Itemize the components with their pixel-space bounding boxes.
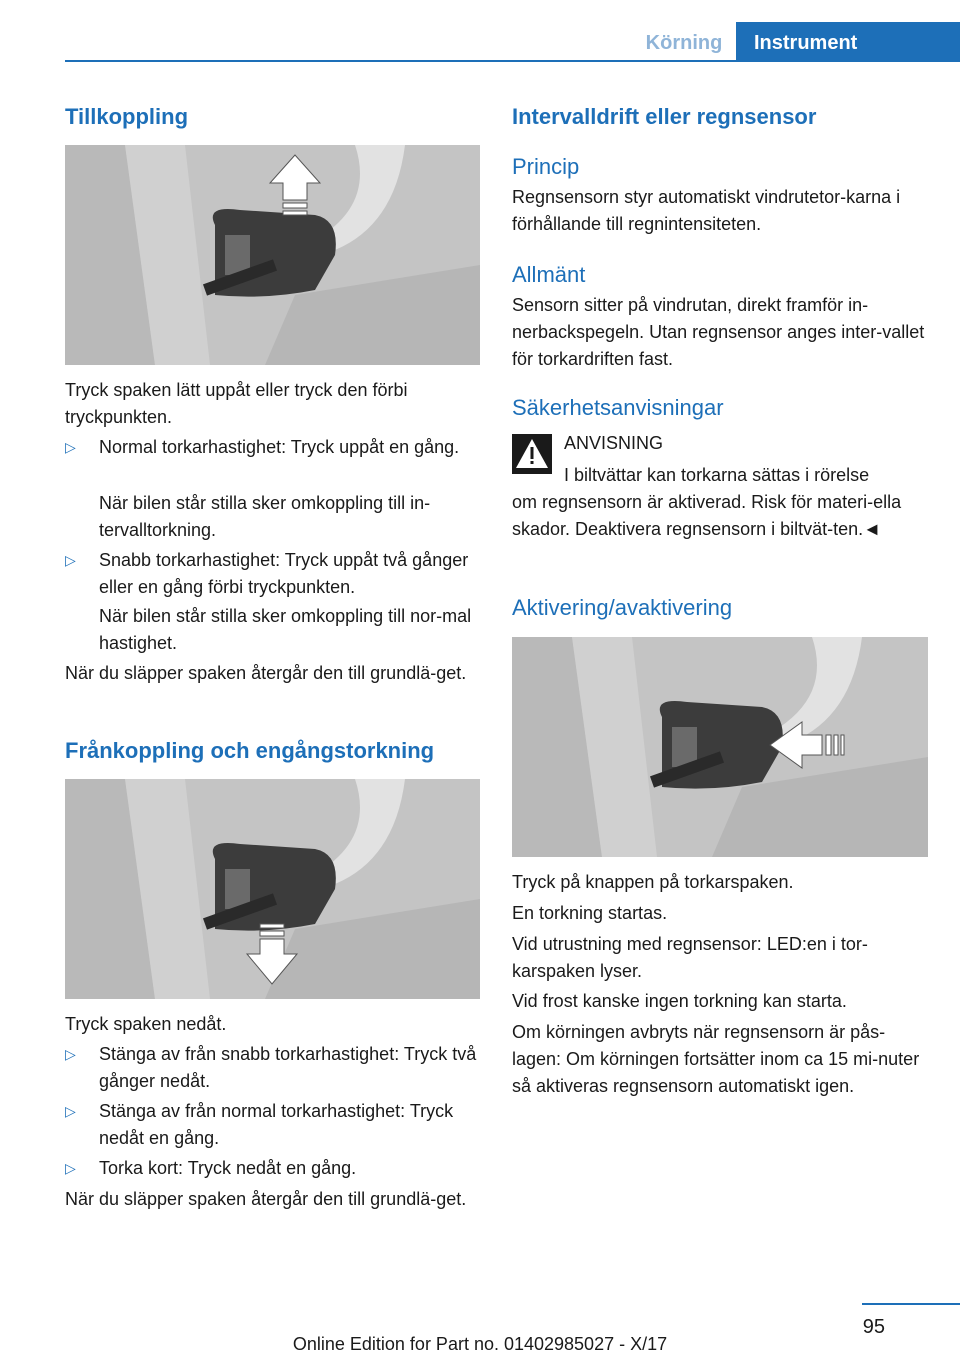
text-tryck-lätt: Tryck spaken lätt uppåt eller tryck den förbi tryckpunkten. (65, 380, 408, 427)
footer-rule (862, 1303, 960, 1305)
tab-instrument[interactable]: Instrument (736, 22, 960, 62)
header-rule (65, 60, 960, 62)
warning-text-first: I biltvättar kan torkarna sättas i rörelse (564, 465, 870, 485)
warning-icon (512, 434, 552, 474)
list-item-torka-kort: Torka kort: Tryck nedåt en gång. (99, 1158, 357, 1178)
list-item-normal-sub: När bilen står stilla sker omkoppling till in-tervalltorkning. (99, 493, 431, 540)
heading-princip: Princip (512, 154, 580, 179)
bullet-icon: ▷ (65, 439, 76, 455)
text-tryck-knappen: Tryck på knappen på torkarspaken. (512, 872, 794, 892)
text-grundlaget-2: När du släpper spaken återgår den till grundlä-get. (65, 1189, 467, 1209)
heading-allmant: Allmänt (512, 262, 586, 287)
text-grundlaget-1: När du släpper spaken återgår den till grundlä-get. (65, 663, 467, 683)
bullet-icon: ▷ (65, 1103, 76, 1119)
heading-tillkoppling: Tillkoppling (65, 104, 189, 129)
list-item-snabb-sub: När bilen står stilla sker omkoppling till nor-mal hastighet. (99, 606, 472, 653)
text-korningen: Om körningen avbryts när regnsensorn är pås-lagen: Om körningen fortsätter inom ca 15 mi-nuter så aktiveras regnsensorn automatiskt igen. (512, 1022, 920, 1096)
footer-edition: Online Edition for Part no. 01402985027 - X/17 (292, 1334, 668, 1354)
figure-stalk-up (65, 145, 480, 365)
figure-stalk-down (65, 779, 480, 999)
list-item-snabb: Snabb torkarhastighet: Tryck uppåt två gånger eller en gång förbi tryckpunkten. (99, 550, 469, 597)
heading-frankoppling: Frånkoppling och engångstorkning (65, 738, 435, 763)
bullet-icon: ▷ (65, 1046, 76, 1062)
text-princip: Regnsensorn styr automatiskt vindrutetor-karna i förhållande till regnintensiteten. (512, 187, 901, 234)
warning-title: ANVISNING (564, 433, 664, 453)
figure-stalk-button (512, 637, 928, 857)
list-item-stanga-snabb: Stänga av från snabb torkarhastighet: Tryck två gånger nedåt. (99, 1044, 477, 1091)
text-frost: Vid frost kanske ingen torkning kan starta. (512, 991, 847, 1011)
list-item-stanga-normal: Stänga av från normal torkarhastighet: Tryck nedåt en gång. (99, 1101, 454, 1148)
text-tryck-nedat: Tryck spaken nedåt. (65, 1014, 227, 1034)
warning-text-rest: om regnsensorn är aktiverad. Risk för materi-ella skador. Deaktivera regnsensorn i biltvät-ten.◄ (512, 492, 902, 539)
list-item-normal: Normal torkarhastighet: Tryck uppåt en gång. (99, 437, 460, 457)
page-number: 95 (862, 1316, 885, 1338)
heading-intervalldrift: Intervalldrift eller regnsensor (512, 104, 817, 129)
bullet-icon: ▷ (65, 1160, 76, 1176)
text-torkning-startas: En torkning startas. (512, 903, 668, 923)
tab-korning[interactable]: Körning (645, 32, 723, 54)
heading-aktivering: Aktivering/avaktivering (512, 595, 733, 620)
heading-sakerhetsanvisningar: Säkerhetsanvisningar (512, 395, 724, 420)
text-led: Vid utrustning med regnsensor: LED:en i tor-karspaken lyser. (512, 934, 868, 981)
text-allmant: Sensorn sitter på vindrutan, direkt framför in-nerbackspegeln. Utan regnsensor anges inter-vallet för torkardriften fast. (512, 295, 925, 369)
bullet-icon: ▷ (65, 552, 76, 568)
